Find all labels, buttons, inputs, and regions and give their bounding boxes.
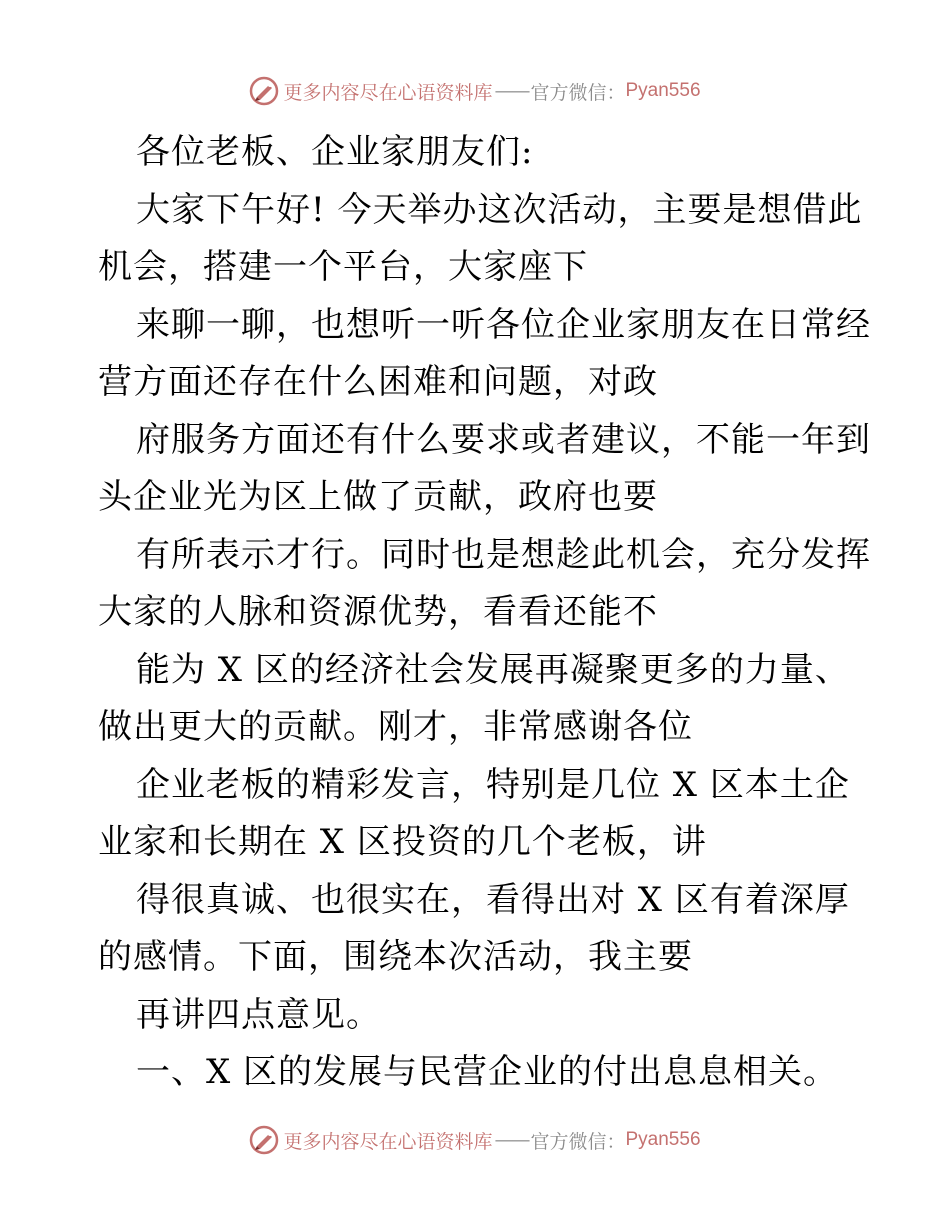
text-line: 各位老板、企业家朋友们: bbox=[136, 132, 534, 172]
text-line: 营方面还存在什么困难和问题，对政 bbox=[98, 362, 658, 402]
text-line: 头企业光为区上做了贡献，政府也要 bbox=[98, 477, 658, 517]
document-body bbox=[98, 124, 871, 1102]
text-line: 做出更大的贡献。刚才，非常感谢各位 bbox=[98, 707, 693, 747]
text-line: 业家和长期在 X 区投资的几个老板，讲 bbox=[98, 822, 707, 862]
watermark-wechat-id: Pyan556 bbox=[625, 1129, 701, 1150]
watermark-dash: —— bbox=[494, 1129, 529, 1151]
footer-watermark bbox=[0, 1120, 950, 1160]
watermark-official-label: 官方微信： bbox=[530, 81, 626, 104]
watermark-official-label: 官方微信： bbox=[530, 1130, 626, 1153]
watermark-wechat-id: Pyan556 bbox=[625, 80, 701, 101]
brand-logo-icon bbox=[249, 1125, 279, 1155]
text-line: 企业老板的精彩发言，特别是几位 X 区本土企 bbox=[136, 764, 850, 805]
text-line: 来聊一聊，也想听一听各位企业家朋友在日常经 bbox=[136, 304, 871, 345]
text-line: 得很真诚、也很实在，看得出对 X 区有着深厚 bbox=[136, 879, 850, 920]
watermark-dash: —— bbox=[494, 80, 529, 102]
text-line: 有所表示才行。同时也是想趁此机会，充分发挥 bbox=[136, 534, 871, 575]
text-line: 再讲四点意见。 bbox=[136, 994, 381, 1035]
brand-logo-icon bbox=[249, 76, 279, 106]
header-watermark bbox=[0, 71, 950, 111]
watermark-brand-text: 更多内容尽在心语资料库 bbox=[283, 1130, 493, 1153]
text-line: 的感情。下面，围绕本次活动，我主要 bbox=[98, 937, 693, 977]
text-line: 机会，搭建一个平台，大家座下 bbox=[98, 247, 588, 287]
text-line: 大家的人脉和资源优势，看看还能不 bbox=[98, 592, 658, 632]
watermark-brand-text: 更多内容尽在心语资料库 bbox=[283, 81, 493, 104]
text-line: 能为 X 区的经济社会发展再凝聚更多的力量、 bbox=[136, 649, 850, 690]
text-line: 府服务方面还有什么要求或者建议，不能一年到 bbox=[136, 419, 871, 460]
text-line: 大家下午好! 今天举办这次活动，主要是想借此 bbox=[136, 189, 863, 230]
text-line: 一、X 区的发展与民营企业的付出息息相关。 bbox=[136, 1052, 839, 1092]
